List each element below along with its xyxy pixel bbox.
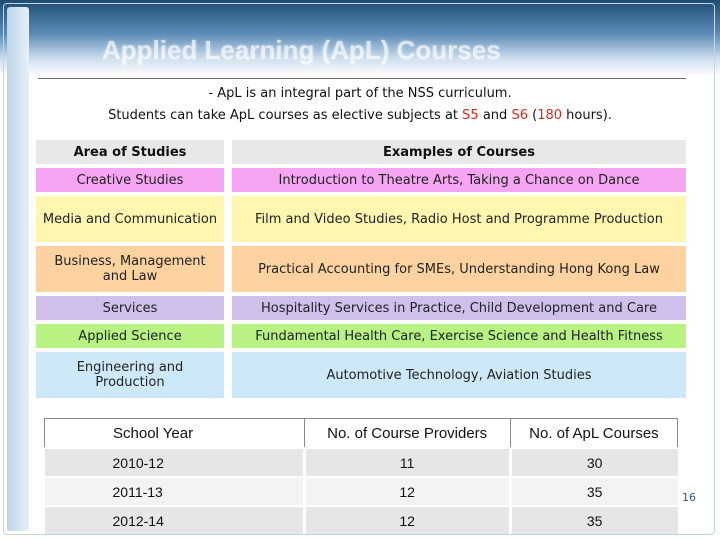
table-row	[45, 506, 678, 534]
header-examples-of-courses: Examples of Courses	[232, 140, 686, 164]
providers-cell: 12	[304, 506, 510, 534]
area-cell: Creative Studies	[36, 168, 224, 192]
year-cell: 2011-13	[45, 477, 305, 506]
course-providers-table	[44, 418, 678, 534]
area-cell: Applied Science	[36, 324, 224, 348]
examples-cell: Automotive Technology, Aviation Studies	[232, 352, 686, 398]
title-divider	[38, 78, 686, 79]
examples-cell: Film and Video Studies, Radio Host and Programme Production	[232, 196, 686, 242]
table-row	[36, 196, 686, 242]
page-number: 16	[682, 491, 696, 504]
subtitle-s6: S6	[511, 108, 528, 123]
table-row	[45, 477, 678, 506]
area-cell: Engineering and Production	[36, 352, 224, 398]
providers-cell: 12	[304, 477, 510, 506]
examples-cell: Hospitality Services in Practice, Child Development and Care	[232, 296, 686, 320]
courses-cell: 35	[510, 506, 677, 534]
year-cell: 2010-12	[45, 448, 305, 477]
subtitle-text-d: hours).	[562, 108, 612, 123]
table-row	[36, 324, 686, 348]
header-course-providers: No. of Course Providers	[304, 419, 510, 449]
examples-cell: Fundamental Health Care, Exercise Science and Health Fitness	[232, 324, 686, 348]
subtitle-text-a: Students can take ApL courses as elective subjects at	[108, 108, 463, 123]
table-row	[36, 168, 686, 192]
subtitle-s5: S5	[462, 108, 479, 123]
header-apl-courses: No. of ApL Courses	[510, 419, 677, 449]
year-cell: 2012-14	[45, 506, 305, 534]
courses-cell: 35	[510, 477, 677, 506]
examples-cell: Practical Accounting for SMEs, Understanding Hong Kong Law	[232, 246, 686, 292]
subtitle-text-b: and	[478, 108, 512, 123]
area-cell: Media and Communication	[36, 196, 224, 242]
areas-of-studies-table	[36, 136, 686, 402]
area-cell: Services	[36, 296, 224, 320]
subtitle-hours: 180	[537, 108, 563, 123]
table-row	[36, 296, 686, 320]
subtitle-text-c: (	[527, 108, 538, 123]
subtitle-line-1: - ApL is an integral part of the NSS curriculum.	[208, 86, 512, 101]
header-school-year: School Year	[45, 419, 305, 449]
courses-cell: 30	[510, 448, 677, 477]
slide-title: Applied Learning (ApL) Courses	[102, 35, 501, 65]
providers-table-header	[45, 419, 678, 449]
table-row	[45, 448, 678, 477]
examples-cell: Introduction to Theatre Arts, Taking a Chance on Dance	[232, 168, 686, 192]
areas-table-header	[36, 140, 686, 164]
subtitle-line-2	[0, 108, 720, 123]
table-row	[36, 246, 686, 292]
table-row	[36, 352, 686, 398]
area-cell: Business, Management and Law	[36, 246, 224, 292]
header-area-of-studies: Area of Studies	[36, 140, 224, 164]
providers-cell: 11	[304, 448, 510, 477]
